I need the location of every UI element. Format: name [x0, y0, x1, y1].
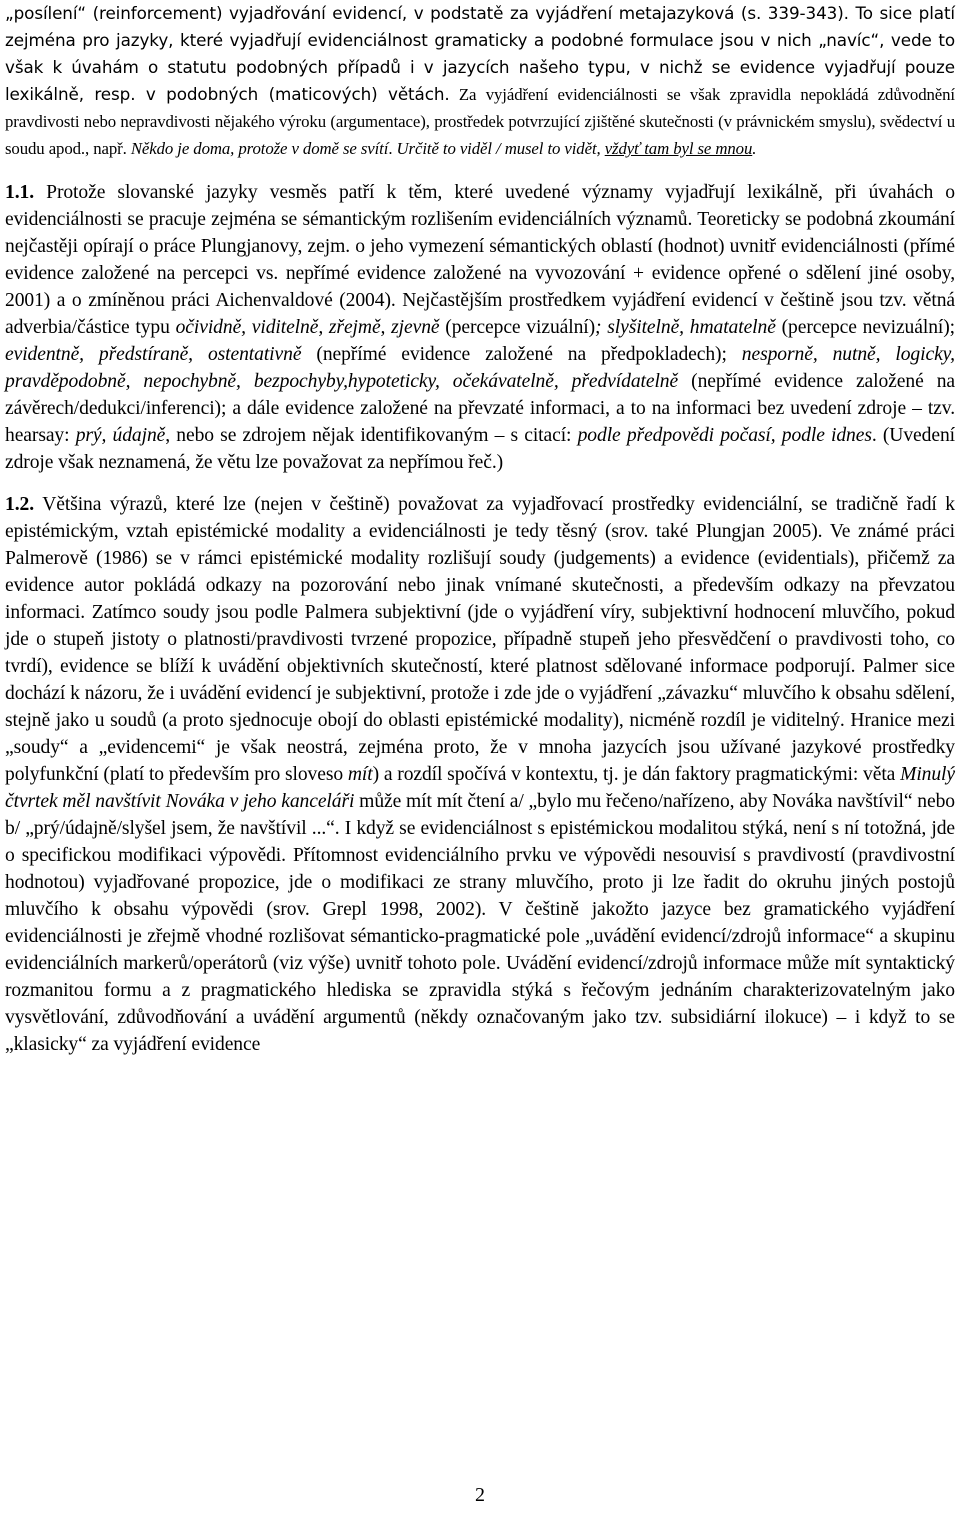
section-1-1-text-4: (nepřímé evidence založené na předpokladech);: [301, 344, 742, 365]
example-sentence-1: Někdo je doma, protože v domě se svítí: [126, 139, 389, 158]
section-1-1-italic-2: ; slyšitelně, hmatatelně: [595, 317, 776, 338]
paragraph-intro: [5, 0, 955, 162]
section-1-1-text-6: , nebo se zdrojem nějak identifikovaným – s citací:: [165, 425, 578, 446]
example-sentence-2: Určitě to viděl / musel to vidět,: [392, 139, 605, 158]
section-1-2-text-1: Většina výrazů, které lze (nejen v češtině) považovat za vyjadřovací prostředky evidenciální, se tradičně řadí k epistémickým, vztah epistémické modality a evidenciálnosti je tedy těsný (srov. také Plungjan 2005). Ve známé práci Palmerově (1986) se v rámci epistémické modality rozlišují soudy (judgements) a evidence (evidentials), přičemž za evidence autor pokládá odkazy na pozorování nebo jinak vnímané skutečnosti, a především odkazy na převzatou informaci. Zatímco soudy jsou podle Palmera subjektivní (jde o vyjádření víry, subjektivní hodnocení mluvčího, pokud jde o stupeň jistoty o platnosti/pravdivosti tvrzené propozice, případně stupeň jeho přesvědčení o pravdivosti toho, co tvrdí), evidence se blíží k uvádění objektivních skutečností, které platnost sdělované informace podporují. Palmer sice dochází k názoru, že i uvádění evidencí je subjektivní, protože i zde jde o vyjádření „závazku“ mluvčího k obsahu sdělení, stejně jako u soudů (a proto sjednocuje obojí do oblasti epistémické modality), nicméně rozdíl je viditelný. Hranice mezi „soudy“ a „evidencemi“ je však neostrá, zejména proto, že v mnoha jazycích jsou užívané jazykové prostředky polyfunkční (platí to především pro sloveso: [5, 494, 955, 785]
section-1-2-text-2: ) a rozdíl spočívá v kontextu, tj. je dán faktory pragmatickými: věta: [372, 764, 901, 785]
section-1-1-text-3: (percepce nevizuální);: [775, 317, 956, 338]
section-1-1-text-1: Protože slovanské jazyky vesměs patří k těm, které uvedené významy vyjadřují lexikálně, při úvahách o evidenciálnosti se pracuje zejména se sémantickým rozlišením evidenciálních významů. Teoreticky se podobná zkoumání nejčastěji opírají o práce Plungjanovy, zejm. o jeho vymezení sémantických oblastí (hodnot) uvnitř evidenciálnosti (přímé evidence založené na percepci vs. nepřímé evidence založené na vyvozování + evidence opřené o sdělení jiné osoby, 2001) a o zmíněnou práci Aichenvaldové (2004). Nejčastějším prostředkem vyjádření evidencí v češtině jsou tzv. větná adverbia/částice typu: [5, 182, 955, 338]
section-1-1-number: 1.1.: [5, 182, 34, 203]
document-page: [5, 0, 955, 1058]
section-1-1-italic-6: podle předpovědi počasí, podle idnes: [577, 425, 872, 446]
section-1-2-text-3: může mít mít čtení a/ „bylo mu řečeno/nařízeno, aby Nováka navštívil“ nebo b/ „prý/údajně/slyšel jsem, že navštívil ...“. I když se evidenciálnost s epistémickou modalitou stýká, není s ní totožná, jde o specifickou modifikaci výpovědi. Přítomnost evidenciálního prvku ve výpovědi nesouvisí s pravdivostí (pravdivostní hodnotou) vyjadřované propozice, jde o modifikaci ze strany mluvčího, proto ji lze řadit do okruhu jiných postojů mluvčího k obsahu výpovědi (srov. Grepl 1998, 2002). V češtině jakožto jazyce bez gramatického vyjádření evidenciálnosti je zřejmě vhodné rozlišovat sémanticko-pragmatické pole „uvádění evidencí/zdrojů informace“ a skupinu evidenciálních markerů/operátorů (viz výše) uvnitř tohoto pole. Uvádění evidencí/zdrojů informace může mít syntaktický rozmanitou formu a z pragmatického hlediska se zpravidla stýká s řečovým jednáním charakterizovatelným jako vysvětlování, zdůvodňování a uvádění argumentů (někdy označovaným jako tzv. subsidiární ilokuce) – i když to se „klasicky“ za vyjádření evidence: [5, 791, 955, 1055]
section-1-1-text-5: (nepřímé evidence založené na závěrech/dedukci/inferenci); a dále evidence založené na převzaté informaci, a to na informaci bez uvedení zdroje – tzv. hearsay:: [5, 371, 955, 446]
section-1-2-number: 1.2.: [5, 494, 34, 515]
section-1-1-italic-4: nesporně, nutně, logicky, pravděpodobně, nepochybně, bezpochyby,hypoteticky, očekávatelně, předvídatelně: [5, 344, 955, 392]
section-1-2: [5, 491, 955, 1058]
section-1-1: [5, 179, 955, 476]
example-sentence-2-underlined: vždyť tam byl se mnou: [604, 139, 753, 158]
section-1-2-italic-1: mít: [347, 764, 373, 785]
paragraph-intro-text-a: „posílení“ (reinforcement) vyjadřování evidencí, v podstatě za vyjádření metajazyková (s. 339-343). To sice platí zejména pro jazyky, které vyjadřují evidenciálnost gramaticky a podobné formulace jsou v nich „navíc“, vede to však k úvahám o statutu podobných případů i v jazycích našeho typu, v nichž se evidence vyjadřují pouze lexikálně, resp. v podobných (maticových) větách.: [5, 3, 955, 104]
section-1-1-italic-3: evidentně, předstíraně, ostentativně: [5, 344, 302, 365]
section-1-1-text-2: (percepce vizuální): [439, 317, 596, 338]
section-1-1-italic-5: prý, údajně: [75, 425, 166, 446]
section-1-1-italic-1: očividně, viditelně, zřejmě, zjevně: [175, 317, 440, 338]
example-sentence-2-end: .: [752, 139, 757, 158]
section-1-1-text-7: . (Uvedení zdroje však neznamená, že větu lze považovat za nepřímou řeč.): [5, 425, 955, 473]
paragraph-intro-text-b: Za vyjádření evidenciálnosti se však zpravidla nepokládá zdůvodnění pravdivosti nebo nepravdivosti nějakého výroku (argumentace), prostředek potvrzující zjištěné skutečnosti (v právnickém smyslu), svědectví u soudu apod., např.: [5, 85, 955, 158]
example-sentence-1-end: .: [388, 139, 393, 158]
section-1-2-italic-2: Minulý čtvrtek měl navštívit Nováka v jeho kanceláři: [5, 764, 955, 812]
page-number: 2: [475, 1484, 485, 1506]
